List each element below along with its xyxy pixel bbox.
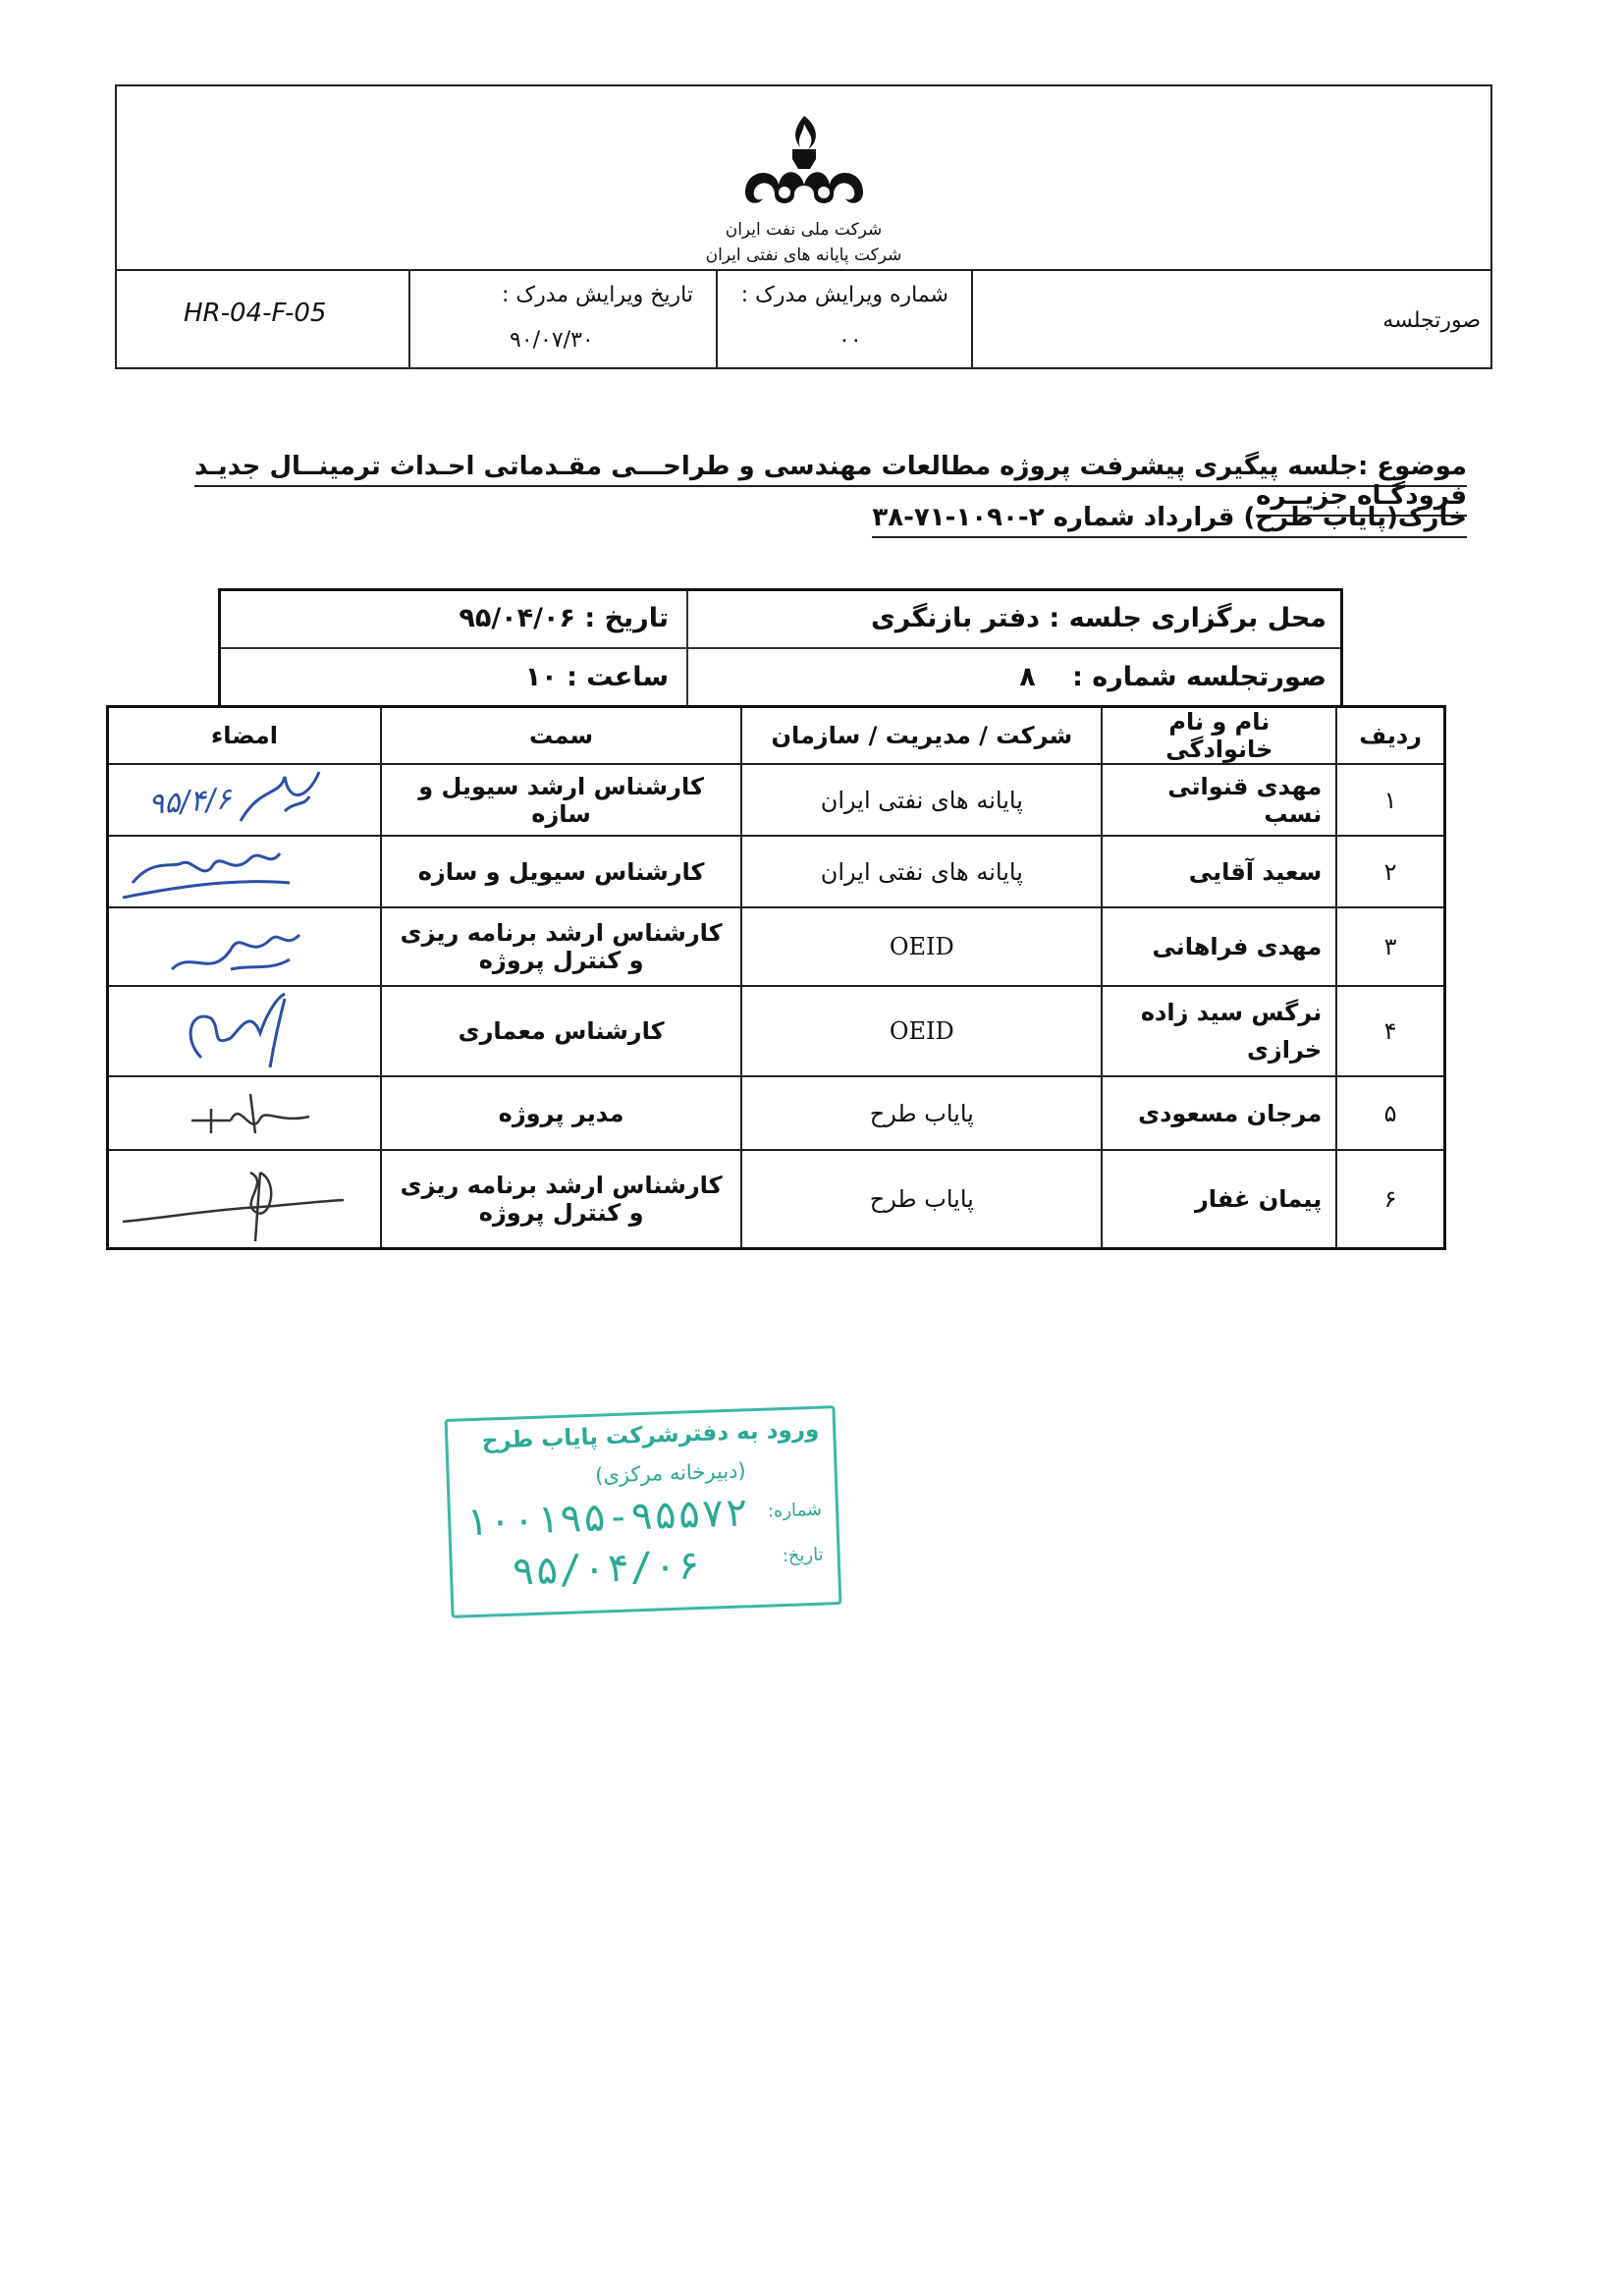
stamp-date-label: تاریخ: (782, 1544, 825, 1567)
stamp-title: ورود به دفترشرکت پایاب طرح (481, 1416, 820, 1454)
signature-cell (108, 1150, 381, 1248)
org-name-nioc: شرکت ملی نفت ایران (725, 220, 883, 240)
meeting-place-value: دفتر بازنگری (871, 603, 1041, 633)
revision-number-value: ۰۰ (839, 328, 862, 353)
attendees-header-row (108, 707, 1445, 765)
doc-type: صورتجلسه (1382, 308, 1481, 333)
nioc-logo-icon (735, 108, 873, 216)
receipt-stamp (445, 1405, 842, 1618)
attendee-company: OEID (741, 986, 1102, 1076)
attendee-role: کارشناس ارشد برنامه ریزی و کنترل پروژه (381, 907, 741, 986)
attendee-company: پایانه های نفتی ایران (741, 836, 1102, 907)
col-company: شرکت / مدیریت / سازمان (741, 707, 1102, 765)
stamp-subtitle: (دبیرخانه مرکزی) (594, 1458, 747, 1488)
col-name: نام و نام خانوادگی (1102, 707, 1336, 765)
table-row (108, 907, 1445, 986)
revision-date-label: تاریخ ویرایش مدرک : (502, 283, 693, 307)
meeting-place: محل برگزاری جلسه : دفتر بازنگری (871, 603, 1326, 633)
subject-line-2: خارک(پایاب طرح) قرارداد شماره ۲-۱۰۹۰-۷۱-۳۸ (161, 503, 1467, 532)
attendee-name: مرجان مسعودی (1102, 1076, 1336, 1150)
attendee-name: مهدی قنواتی نسب (1102, 764, 1336, 836)
attendee-role: مدیر پروژه (381, 1076, 741, 1150)
col-role: سمت (381, 707, 741, 765)
meeting-time-value: ۱۰ (524, 662, 558, 692)
row-number: ۳ (1336, 907, 1444, 986)
org-name-terminals: شرکت پایانه های نفتی ایران (705, 246, 902, 265)
table-row (108, 1076, 1445, 1150)
meeting-date: تاریخ : ۹۵/۰۴/۰۶ (459, 603, 669, 633)
col-signature: امضاء (108, 707, 381, 765)
handwritten-signature-icon (113, 910, 349, 985)
table-row (108, 986, 1445, 1076)
stamp-date-value: ۹۵/۰۴/۰۶ (511, 1543, 702, 1595)
handwritten-signature-icon (113, 1153, 349, 1247)
document-code: HR-04-F-05 (184, 299, 327, 328)
attendee-role: کارشناس ارشد برنامه ریزی و کنترل پروژه (381, 1150, 741, 1248)
table-row (108, 764, 1445, 836)
stamp-number-label: شماره: (767, 1499, 823, 1522)
handwritten-signature-icon (113, 1079, 349, 1148)
minutes-number-value: ۸ (1019, 662, 1036, 692)
attendee-role: کارشناس معماری (381, 986, 741, 1076)
stamp-number-value: ۱۰۰۱۹۵-۹۵۵۷۲ (463, 1490, 749, 1546)
minutes-number: صورتجلسه شماره : ۸ (1019, 662, 1326, 692)
row-number: ۵ (1336, 1076, 1444, 1150)
row-number: ۱ (1336, 764, 1444, 836)
attendee-name: پیمان غفار (1102, 1150, 1336, 1248)
row-number: ۲ (1336, 836, 1444, 907)
revision-number-label: شماره ویرایش مدرک : (740, 283, 948, 307)
document-header (115, 84, 1492, 369)
company-logo (657, 108, 951, 265)
attendee-company: OEID (741, 907, 1102, 986)
col-row-no: ردیف (1336, 707, 1444, 765)
signature-cell (108, 986, 381, 1076)
meeting-time: ساعت : ۱۰ (524, 662, 669, 692)
attendee-name: مهدی فراهانی (1102, 907, 1336, 986)
signature-cell (108, 764, 381, 836)
attendee-role: کارشناس ارشد سیویل و سازه (381, 764, 741, 836)
signature-cell (108, 907, 381, 986)
meeting-info-box (218, 588, 1343, 706)
subject-line-1: موضوع :جلسه پیگیری پیشرفت پروژه مطالعات مهندسی و طراحـــی مقـدماتی احـداث ترمینــال جدیـد فرودگـاه جزیــره (161, 452, 1467, 511)
meeting-date-value: ۹۵/۰۴/۰۶ (459, 603, 575, 633)
attendee-role: کارشناس سیویل و سازه (381, 836, 741, 907)
header-meta-row (117, 269, 1490, 367)
table-row (108, 836, 1445, 907)
revision-date-value: ۹۰/۰۷/۳۰ (510, 328, 594, 353)
row-number: ۴ (1336, 986, 1444, 1076)
handwritten-signature-icon (113, 839, 349, 907)
row-number: ۶ (1336, 1150, 1444, 1248)
table-row (108, 1150, 1445, 1248)
attendees-table (106, 705, 1446, 1250)
signature-cell (108, 1076, 381, 1150)
attendee-company: پایانه های نفتی ایران (741, 764, 1102, 836)
attendee-name: نرگس سید زاده خرازی (1102, 986, 1336, 1076)
attendee-name: سعید آقایی (1102, 836, 1336, 907)
signature-date: ۹۵/۴/۶ (146, 782, 233, 822)
attendee-company: پایاب طرح (741, 1150, 1102, 1248)
handwritten-signature-icon (113, 989, 349, 1075)
attendee-company: پایاب طرح (741, 1076, 1102, 1150)
signature-cell (108, 836, 381, 907)
